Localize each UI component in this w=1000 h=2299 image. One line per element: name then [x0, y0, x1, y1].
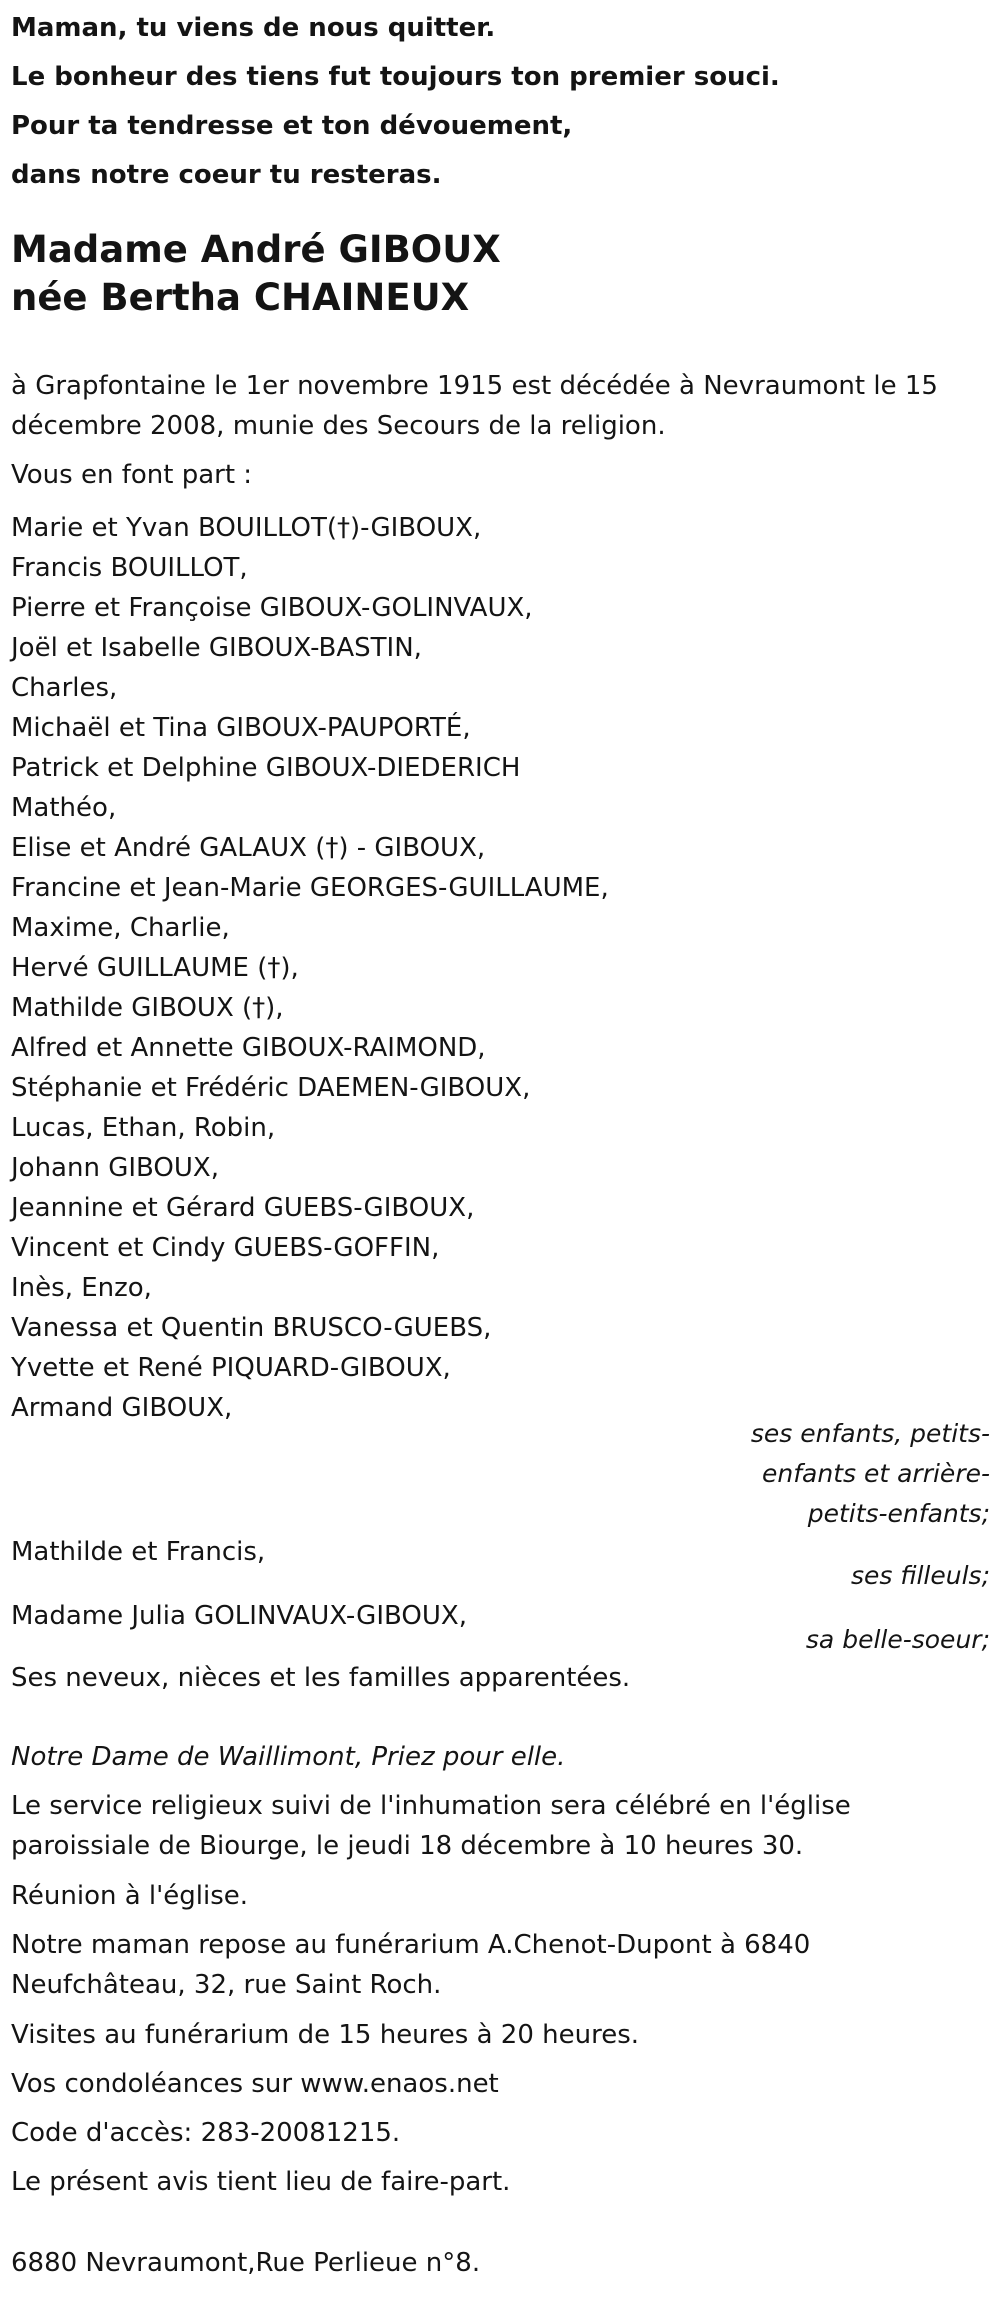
list-item: Stéphanie et Frédéric DAEMEN-GIBOUX, [11, 1073, 531, 1103]
birth-death-line1: à Grapfontaine le 1er novembre 1915 est décédée à Nevraumont le 15 [11, 371, 938, 401]
relation-children-line1: ses enfants, petits- [750, 1419, 990, 1448]
extended-family: Ses neveux, nièces et les familles apparentées. [11, 1663, 631, 1693]
verse-block [11, 4, 971, 200]
godchildren-names: Mathilde et Francis, [11, 1537, 266, 1567]
verse-line: Le bonheur des tiens fut toujours ton premier souci. [11, 62, 780, 92]
list-item: Armand GIBOUX, [11, 1393, 233, 1423]
list-item: Mathilde GIBOUX (†), [11, 993, 284, 1023]
funeral-home-line2: Neufchâteau, 32, rue Saint Roch. [11, 1970, 442, 2000]
service-line2: paroissiale de Biourge, le jeudi 18 décembre à 10 heures 30. [11, 1831, 804, 1861]
funeral-home-line1: Notre maman repose au funérarium A.Chenot-Dupont à 6840 [11, 1930, 811, 1960]
list-item: Elise et André GALAUX (†) - GIBOUX, [11, 833, 486, 863]
relation-children-line2: enfants et arrière- [762, 1459, 990, 1488]
list-item: Vincent et Cindy GUEBS-GOFFIN, [11, 1233, 440, 1263]
list-item: Vanessa et Quentin BRUSCO-GUEBS, [11, 1313, 492, 1343]
access-code: Code d'accès: 283-20081215. [11, 2118, 401, 2148]
list-item: Francis BOUILLOT, [11, 553, 248, 583]
list-item: Pierre et Françoise GIBOUX-GOLINVAUX, [11, 593, 533, 623]
verse-line: Pour ta tendresse et ton dévouement, [11, 111, 573, 141]
list-item: Jeannine et Gérard GUEBS-GIBOUX, [11, 1193, 475, 1223]
list-item: Yvette et René PIQUARD-GIBOUX, [11, 1353, 451, 1383]
verse-line: dans notre coeur tu resteras. [11, 160, 442, 190]
list-item: Johann GIBOUX, [11, 1153, 219, 1183]
list-item: Alfred et Annette GIBOUX-RAIMOND, [11, 1033, 486, 1063]
announce-intro: Vous en font part : [11, 460, 253, 490]
visits: Visites au funérarium de 15 heures à 20 heures. [11, 2020, 640, 2050]
list-item: Inès, Enzo, [11, 1273, 152, 1303]
verse-line: Maman, tu viens de nous quitter. [11, 13, 496, 43]
godchildren-relation: ses filleuls; [850, 1561, 990, 1590]
deceased-name-line1: Madame André GIBOUX [11, 228, 501, 271]
birth-death-line2: décembre 2008, munie des Secours de la religion. [11, 411, 666, 441]
relation-children-line3: petits-enfants; [807, 1499, 990, 1528]
family-list [11, 508, 711, 1428]
notice: Le présent avis tient lieu de faire-part. [11, 2167, 511, 2197]
condolences: Vos condoléances sur www.enaos.net [11, 2069, 499, 2099]
service-line1: Le service religieux suivi de l'inhumation sera célébré en l'église [11, 1791, 851, 1821]
sister-in-law-names: Madame Julia GOLINVAUX-GIBOUX, [11, 1601, 467, 1631]
list-item: Mathéo, [11, 793, 117, 823]
list-item: Hervé GUILLAUME (†), [11, 953, 299, 983]
list-item: Joël et Isabelle GIBOUX-BASTIN, [11, 633, 422, 663]
list-item: Francine et Jean-Marie GEORGES-GUILLAUME, [11, 873, 609, 903]
meeting: Réunion à l'église. [11, 1881, 249, 1911]
list-item: Marie et Yvan BOUILLOT(†)-GIBOUX, [11, 513, 482, 543]
deceased-name [11, 226, 971, 322]
list-item: Lucas, Ethan, Robin, [11, 1113, 276, 1143]
list-item: Patrick et Delphine GIBOUX-DIEDERICH [11, 753, 521, 783]
address: 6880 Nevraumont,Rue Perlieue n°8. [11, 2248, 481, 2278]
list-item: Maxime, Charlie, [11, 913, 230, 943]
list-item: Charles, [11, 673, 118, 703]
deceased-name-line2: née Bertha CHAINEUX [11, 276, 470, 319]
prayer: Notre Dame de Waillimont, Priez pour elle. [11, 1742, 566, 1772]
sister-in-law-relation: sa belle-soeur; [805, 1625, 990, 1654]
list-item: Michaël et Tina GIBOUX-PAUPORTÉ, [11, 713, 471, 743]
